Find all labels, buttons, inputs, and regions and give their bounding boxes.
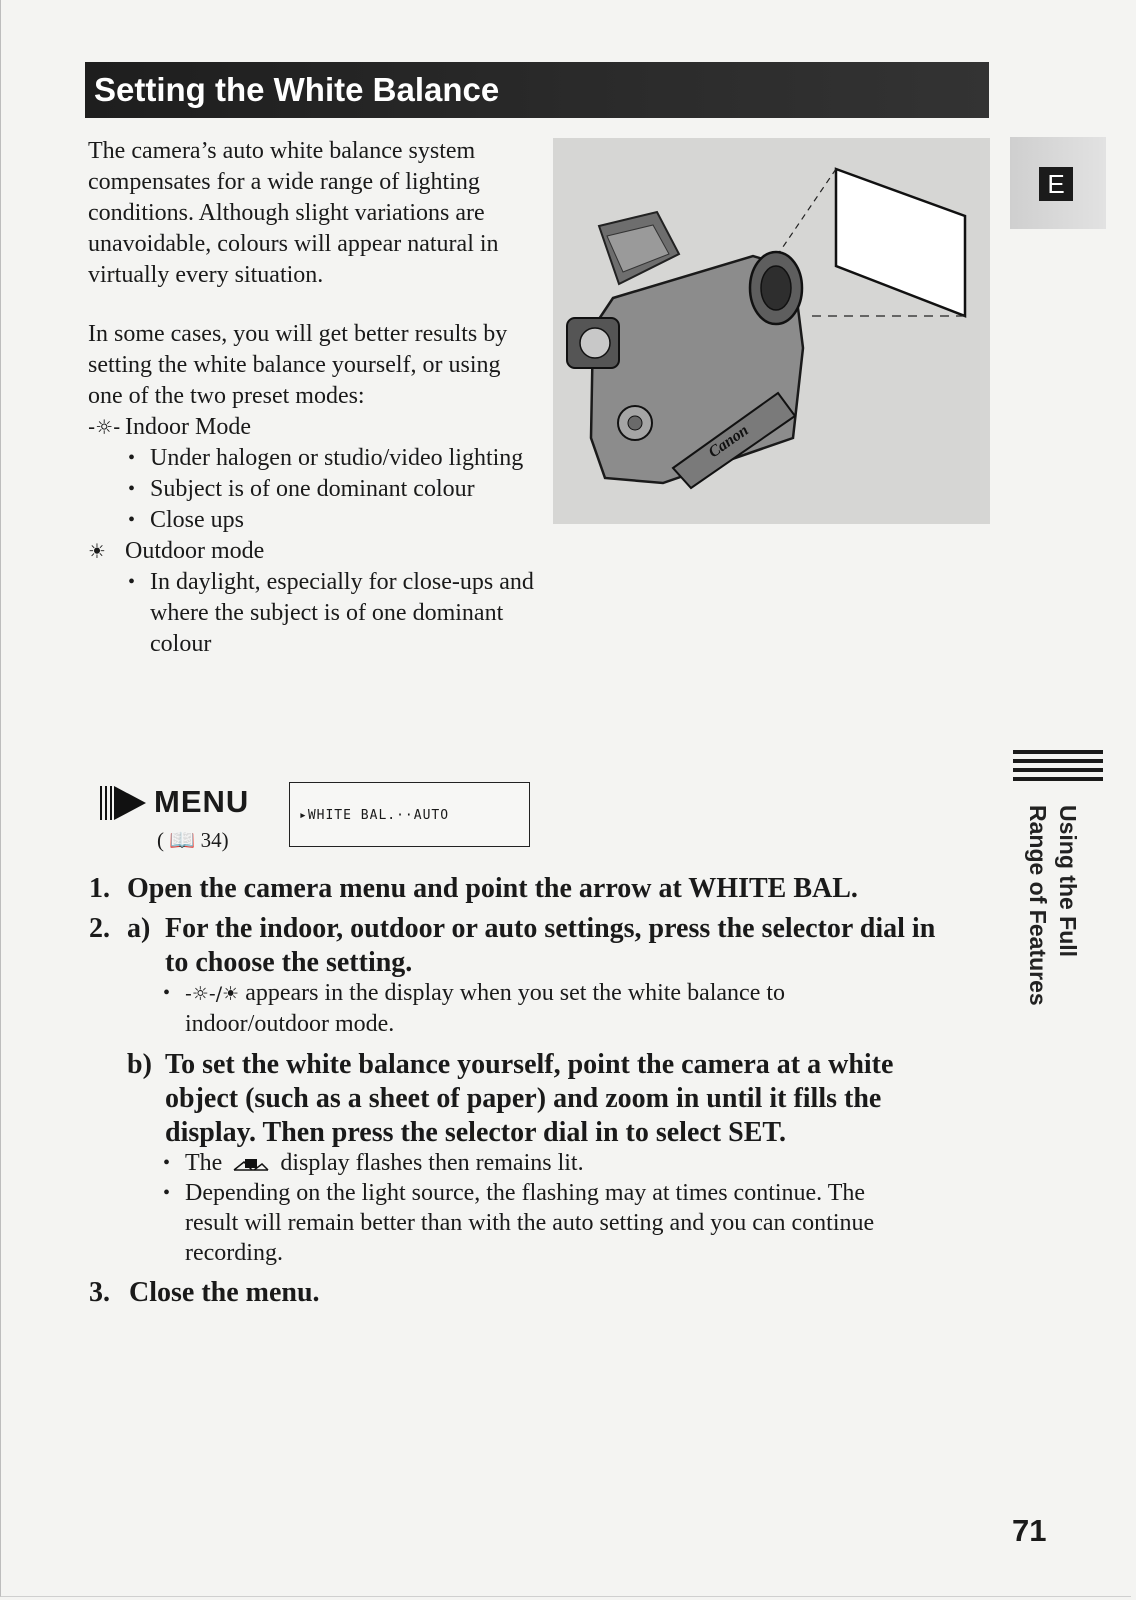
section-letter: E	[1039, 167, 1073, 201]
camcorder-drawing	[553, 138, 990, 524]
step-2-number: 2.	[89, 913, 110, 944]
list-item	[163, 978, 785, 1009]
menu-display-text: ▸WHITE BAL.··AUTO	[299, 808, 450, 823]
step-2b-line-1: To set the white balance yourself, point the camera at a white	[165, 1049, 894, 1080]
step-2b-note-2-line-1: Depending on the light source, the flashing may at times continue. The	[185, 1180, 866, 1206]
intro-paragraph-1: The camera’s auto white balance system compensates for a wide range of lighting conditions. Although slight variations are unavoidable, colours will appear natural in virtually every situation.	[88, 138, 499, 288]
indoor-outdoor-symbol-icon: -☼-/☀	[185, 983, 240, 1005]
menu-label: MENU	[154, 784, 250, 819]
step-1-text: Open the camera menu and point the arrow at WHITE BAL.	[127, 873, 858, 904]
step-2b-letter: b)	[127, 1049, 152, 1080]
step-2b-line-3: display. Then press the selector dial in to select SET.	[165, 1117, 786, 1148]
menu-reference	[102, 784, 282, 854]
viewfinder-eyecup	[580, 328, 610, 358]
intro-paragraph-2: In some cases, you will get better results by setting the white balance yourself, or using one of the two preset modes:	[88, 321, 508, 409]
indoor-mode-label: Indoor Mode	[125, 414, 251, 440]
list-item	[163, 1178, 874, 1208]
list-item: • Under halogen or studio/video lighting	[150, 443, 538, 474]
step-1-number: 1.	[89, 873, 110, 904]
white-balance-set-icon	[232, 1156, 270, 1172]
step-2a-line-2: to choose the setting.	[165, 947, 413, 978]
white-paper-icon	[836, 169, 965, 316]
indoor-mode-heading	[88, 412, 538, 443]
intro-text	[88, 136, 538, 660]
list-item: • Subject is of one dominant colour	[150, 474, 538, 505]
step-2b-note-2-line-3: recording.	[185, 1240, 283, 1266]
list-item	[163, 1148, 874, 1178]
step-2a-letter: a)	[127, 913, 151, 944]
section-tab	[1010, 137, 1106, 229]
menu-page-reference: ( 📖 34)	[157, 828, 229, 852]
list-item: • Close ups	[150, 505, 538, 536]
section-stripes	[1013, 750, 1103, 790]
selector-dial-center	[628, 416, 642, 430]
outdoor-mode-heading	[88, 536, 538, 567]
step-2b-notes	[163, 1148, 874, 1268]
step-2b-note-2-line-2: result will remain better than with the auto setting and you can continue	[185, 1210, 875, 1236]
step-2b-note-1-end: display flashes then remains lit.	[280, 1150, 584, 1176]
step-2a-notes	[163, 978, 785, 1039]
list-item: • In daylight, especially for close-ups and where the subject is of one dominant colour	[150, 567, 538, 660]
camera-brand-label: Canon	[705, 421, 752, 462]
menu-display-box	[289, 782, 530, 847]
step-2a-note-line-2: indoor/outdoor mode.	[185, 1011, 395, 1037]
step-2a-note-line-1: appears in the display when you set the white balance to	[245, 980, 786, 1006]
lens-glass	[761, 266, 791, 310]
page-number: 71	[1012, 1513, 1047, 1548]
section-side-label	[1023, 805, 1083, 1006]
side-label-line-2: Range of Features	[1025, 805, 1051, 1006]
page-title: Setting the White Balance	[85, 62, 989, 118]
step-2a-line-1: For the indoor, outdoor or auto settings, press the selector dial in	[165, 913, 936, 944]
side-label-line-1: Using the Full	[1055, 805, 1081, 958]
step-2b-note-1-start: The	[185, 1150, 223, 1176]
outdoor-mode-bullets	[88, 567, 538, 660]
step-2b-line-2: object (such as a sheet of paper) and zoom in until it fills the	[165, 1083, 882, 1114]
indoor-bulb-icon: -☼-	[88, 415, 121, 439]
menu-arrow-icon	[98, 780, 150, 826]
camcorder-illustration	[553, 138, 990, 524]
step-3-text: Close the menu.	[129, 1277, 320, 1308]
step-3-number: 3.	[89, 1277, 110, 1308]
outdoor-sun-icon: ☀	[88, 539, 106, 563]
outdoor-mode-label: Outdoor mode	[125, 538, 265, 564]
indoor-mode-bullets	[88, 443, 538, 536]
